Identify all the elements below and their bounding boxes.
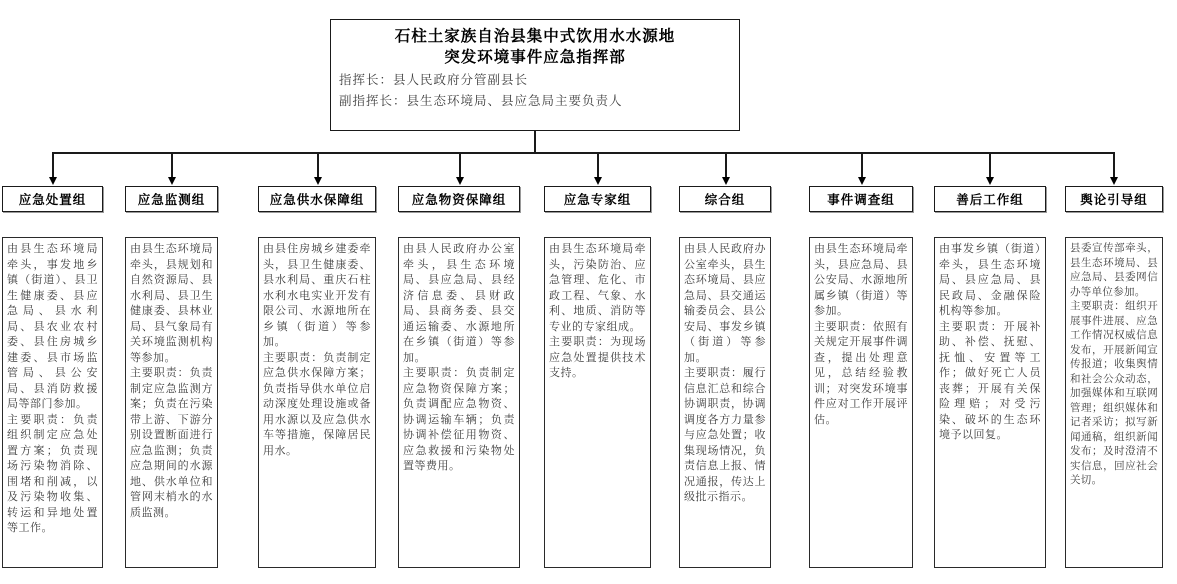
group-members: 由县人民政府办公室牵头，县生态环境局、县应急局、县经济信息委、县财政局、县商务委、县交通运输委、水源地所在乡镇（街道）等参加。 [403,243,515,364]
group-column-2 [125,186,218,568]
group-duties: 主要职责：组织开展事件进展、应急工作情况权威信息发布，开展新闻宣传报道；收集舆情和社会公众动态，加强媒体和互联网管理；组织媒体和记者采访；拟写新闻通稿，组织新闻发布；及时澄清不实信息，回应社会关切。 [1070,301,1158,486]
command-headquarters-box [330,19,740,131]
group-members: 由县生态环境局牵头，县规划和自然资源局、县水利局、县卫生健康委、县林业局、县气象局有关环境监测机构等参加。 [130,243,213,364]
connector-drop [1113,153,1115,178]
group-header-water-supply-support: 应急供水保障组 [258,186,376,212]
connector-stub [534,131,536,152]
group-members: 由县人民政府办公室牵头，县生态环境局、县应急局、县交通运输委员会、县公安局、事发乡镇（街道）等参加。 [684,243,766,364]
group-header-expert-group: 应急专家组 [544,186,651,212]
group-column-4 [398,186,520,568]
group-members: 由县生态环境局牵头，县应急局、县公安局、水源地所属乡镇（街道）等参加。 [814,243,908,317]
arrow-down-icon [168,177,176,185]
chart-title-line2: 突发环境事件应急指挥部 [444,49,626,66]
group-header-emergency-disposal: 应急处置组 [2,186,103,212]
connector-hline [52,152,1115,154]
group-duties: 主要职责：负责制定应急物资保障方案；负责调配应急物资、协调运输车辆；负责协调补偿征用物资、应急救援和污染物处置等费用。 [403,367,515,472]
group-column-3 [258,186,376,568]
group-members: 由县住房城乡建委牵头，县卫生健康委、县水利局、重庆石柱水利水电实业开发有限公司、水源地所在乡镇（街道）等参加。 [263,243,371,348]
group-members: 由县生态环境局牵头，污染防治、应急管理、危化、市政工程、气象、水利、地质、消防等专业的专家组成。 [549,243,646,333]
group-column-9 [1065,186,1163,568]
group-column-6 [679,186,771,568]
commander-line: 指挥长：县人民政府分管副县长 [339,73,529,87]
arrow-down-icon [594,177,602,185]
chart-title-line1: 石柱土家族自治县集中式饮用水水源地 [394,28,676,45]
arrow-down-icon [1110,177,1118,185]
group-header-public-opinion-guidance: 舆论引导组 [1065,186,1163,212]
group-detail-emergency-disposal [2,237,103,568]
group-header-aftermath-work: 善后工作组 [934,186,1046,212]
arrow-down-icon [722,177,730,185]
group-duties: 主要职责：履行信息汇总和综合协调职责，协调调度各方力量参与应急处置；收集现场情况，负责信息上报、情况通报，传达上级批示指示。 [684,367,766,503]
group-header-emergency-monitoring: 应急监测组 [125,186,218,212]
group-detail-incident-investigation [809,237,913,568]
connector-drop [171,153,173,178]
group-duties: 主要职责：依照有关规定开展事件调查，提出处理意见，总结经验教训；对突发环境事件应对工作开展评估。 [814,320,908,426]
arrow-down-icon [314,177,322,185]
group-detail-comprehensive-group [679,237,771,568]
group-header-supplies-support: 应急物资保障组 [398,186,520,212]
connector-drop [317,153,319,178]
group-duties: 主要职责：负责制定应急供水保障方案；负责指导供水单位启动深度处理设施或备用水源以及应急供水车等措施，保障居民用水。 [263,351,371,457]
group-column-8 [934,186,1046,568]
group-detail-aftermath-work [934,237,1046,568]
group-detail-water-supply-support [258,237,376,568]
group-duties: 主要职责：开展补助、补偿、抚慰、抚恤、安置等工作；做好死亡人员丧葬；开展有关保险理赔；对受污染、破坏的生态环境予以回复。 [939,320,1041,441]
connector-drop [459,153,461,178]
group-members: 由事发乡镇（街道）牵头，县生态环境局、县应急局、县民政局、金融保险机构等参加。 [939,243,1041,317]
group-header-incident-investigation: 事件调查组 [809,186,913,212]
group-header-comprehensive-group: 综合组 [679,186,771,212]
arrow-down-icon [49,177,57,185]
group-detail-emergency-monitoring [125,237,218,568]
group-column-7 [809,186,913,568]
connector-drop [861,153,863,178]
group-duties: 主要职责：为现场应急处置提供技术支持。 [549,336,646,379]
group-column-5 [544,186,651,568]
group-duties: 主要职责：负责制定应急监测方案；负责在污染带上游、下游分别设置断面进行应急监测；负责应急期间的水源地、供水单位和管网末梢水的水质监测。 [130,367,213,519]
group-column-1 [2,186,103,568]
group-members: 由县生态环境局牵头，事发地乡镇（街道）、县卫生健康委、县应急局、县水利局、县农业农村委、县住房城乡建委、县市场监管局、县公安局、县消防救援局等部门参加。 [7,243,98,410]
arrow-down-icon [986,177,994,185]
group-detail-public-opinion-guidance [1065,237,1163,568]
connector-drop [989,153,991,178]
group-detail-expert-group [544,237,651,568]
deputy-commander-line: 副指挥长：县生态环境局、县应急局主要负责人 [339,94,623,108]
group-duties: 主要职责：负责组织制定应急处置方案；负责现场污染物消除、围堵和削减，以及污染物收集、转运和异地处置等工作。 [7,413,98,534]
group-detail-supplies-support [398,237,520,568]
connector-drop [597,153,599,178]
connector-drop [52,153,54,178]
group-members: 县委宣传部牵头，县生态环境局、县应急局、县委网信办等单位参加。 [1070,243,1158,298]
arrow-down-icon [456,177,464,185]
connector-drop [725,153,727,178]
arrow-down-icon [858,177,866,185]
